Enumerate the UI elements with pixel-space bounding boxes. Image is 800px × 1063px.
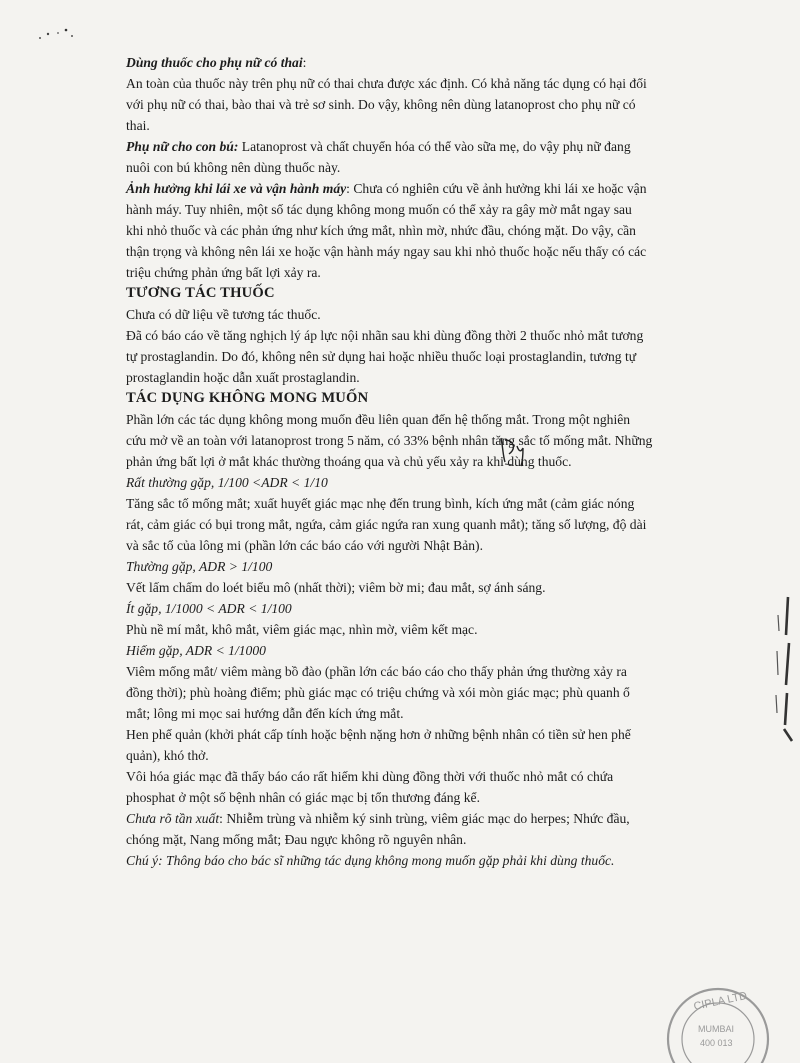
scan-speck-marks [36, 24, 86, 44]
document-body [126, 52, 724, 871]
driving-line-2: hành máy. Tuy nhiên, một số tác dụng không mong muốn có thể xảy ra gây mờ mắt ngay sau [126, 202, 632, 217]
common-label: Thường gặp, ADR > 1/100 [126, 559, 273, 574]
unknown-text-1: : Nhiễm trùng và nhiễm ký sinh trùng, viêm giác mạc do herpes; Nhức đầu, [219, 811, 630, 826]
rare-label: Hiếm gặp, ADR < 1/1000 [126, 643, 266, 658]
unknown-line-1 [126, 808, 724, 829]
rare-line-6: Vôi hóa giác mạc đã thấy báo cáo rất hiếm khi dùng đồng thời với thuốc nhỏ mắt có chứa [126, 769, 614, 784]
pregnancy-line-1: An toàn của thuốc này trên phụ nữ có thai chưa được xác định. Có khả năng tác dụng có hại đối [126, 76, 647, 91]
rare-line-2: đồng thời); phù hoàng điểm; phù giác mạc có triệu chứng và xói mòn giác mạc; phù quanh ổ [126, 685, 630, 700]
breastfeeding-text-1: Latanoprost và chất chuyển hóa có thể vào sữa mẹ, do vậy phụ nữ đang [238, 139, 631, 154]
very-common-line-1: Tăng sắc tố mống mắt; xuất huyết giác mạc nhẹ đến trung bình, kích ứng mắt (cảm giác nóng [126, 496, 635, 511]
adverse-intro-1: Phần lớn các tác dụng không mong muốn đều liên quan đến hệ thống mắt. Trong một nghiên [126, 412, 631, 427]
stamp-city: MUMBAI [698, 1024, 734, 1034]
rare-line-5: quản), khó thở. [126, 748, 209, 763]
interactions-title: TƯƠNG TÁC THUỐC [126, 285, 275, 301]
breastfeeding-line-2: nuôi con bú không nên dùng thuốc này. [126, 160, 341, 175]
pregnancy-heading: Dùng thuốc cho phụ nữ có thai [126, 55, 303, 70]
common-line-1: Vết lấm chấm do loét biểu mô (nhất thời); viêm bờ mi; đau mắt, sợ ánh sáng. [126, 580, 546, 595]
rare-line-7: phosphat ở một số bệnh nhân có giác mạc bị tổn thương đáng kể. [126, 790, 480, 805]
very-common-line-2: rát, cảm giác có bụi trong mắt, ngứa, cảm giác ngứa ran xung quanh mắt); tăng số lượng, độ dài [126, 517, 647, 532]
very-common-label: Rất thường gặp, 1/100 <ADR < 1/10 [126, 475, 328, 490]
adverse-intro-2: cứu mở về an toàn với latanoprost trong 5 năm, có 33% bệnh nhân tăng sắc tố mống mắt. Những [126, 433, 653, 448]
uncommon-label: Ít gặp, 1/1000 < ADR < 1/100 [126, 601, 292, 616]
rare-line-1: Viêm mống mắt/ viêm màng bồ đào (phần lớn các báo cáo cho thấy phản ứng thường xảy ra [126, 664, 627, 679]
interactions-line-2: Đã có báo cáo về tăng nghịch lý áp lực nội nhãn sau khi dùng đồng thời 2 thuốc nhỏ mắt tương [126, 328, 644, 343]
pregnancy-heading-line [126, 52, 724, 73]
unknown-label: Chưa rõ tần xuất [126, 811, 220, 826]
breastfeeding-heading: Phụ nữ cho con bú: [126, 139, 239, 154]
pregnancy-line-3: thai. [126, 118, 150, 133]
handwritten-initial-mark [497, 434, 533, 470]
very-common-line-3: và sắc tố của lông mi (phần lớn các báo cáo với người Nhật Bản). [126, 538, 483, 553]
pregnancy-heading-colon: : [302, 55, 307, 70]
adverse-intro-3: phản ứng bất lợi ở mắt khác thường thoáng qua và chủ yếu xảy ra khi dùng thuốc. [126, 454, 572, 469]
stamp-top-text: CIPLA LTD [692, 989, 749, 1013]
rare-line-4: Hen phế quản (khởi phát cấp tính hoặc bệnh nặng hơn ở những bệnh nhân có tiền sử hen phế [126, 727, 631, 742]
adverse-title: TÁC DỤNG KHÔNG MONG MUỐN [126, 390, 369, 406]
interactions-line-4: prostaglandin hoặc dẫn xuất prostaglandin. [126, 370, 360, 385]
uncommon-line-1: Phù nề mí mắt, khô mắt, viêm giác mạc, nhìn mờ, viêm kết mạc. [126, 622, 478, 637]
driving-text-1: : Chưa có nghiên cứu về ảnh hưởng khi lái xe hoặc vận [346, 181, 647, 196]
driving-line-5: triệu chứng phản ứng bất lợi xảy ra. [126, 265, 321, 280]
interactions-line-1: Chưa có dữ liệu về tương tác thuốc. [126, 307, 321, 322]
stamp-code: 400 013 [700, 1038, 733, 1048]
edge-stamp-strip [770, 595, 798, 745]
company-stamp [640, 985, 790, 1063]
driving-line-3: khi nhỏ thuốc và các phản ứng như kích ứng mắt, nhìn mờ, nhức đầu, chóng mặt. Do vậy, cần [126, 223, 636, 238]
unknown-line-2: chóng mặt, Nang mống mắt; Đau ngực không rõ nguyên nhân. [126, 832, 467, 847]
interactions-line-3: tự prostaglandin. Do đó, không nên sử dụng hai hoặc nhiều thuốc loại prostaglandin, tương tự [126, 349, 637, 364]
rare-line-3: mắt; lông mi mọc sai hướng dẫn đến kích ứng mắt. [126, 706, 404, 721]
driving-line-4: thận trọng và không nên lái xe hoặc vận hành máy ngay sau khi nhỏ thuốc hoặc nếu thấy có các [126, 244, 647, 259]
driving-heading: Ảnh hưởng khi lái xe và vận hành máy [126, 181, 347, 196]
footer-note: Chú ý: Thông báo cho bác sĩ những tác dụng không mong muốn gặp phải khi dùng thuốc. [126, 853, 615, 868]
breastfeeding-line-1 [126, 136, 724, 157]
driving-line-1 [126, 178, 724, 199]
pregnancy-line-2: với phụ nữ có thai, bào thai và trẻ sơ sinh. Do vậy, không nên dùng latanoprost cho phụ nữ có [126, 97, 636, 112]
